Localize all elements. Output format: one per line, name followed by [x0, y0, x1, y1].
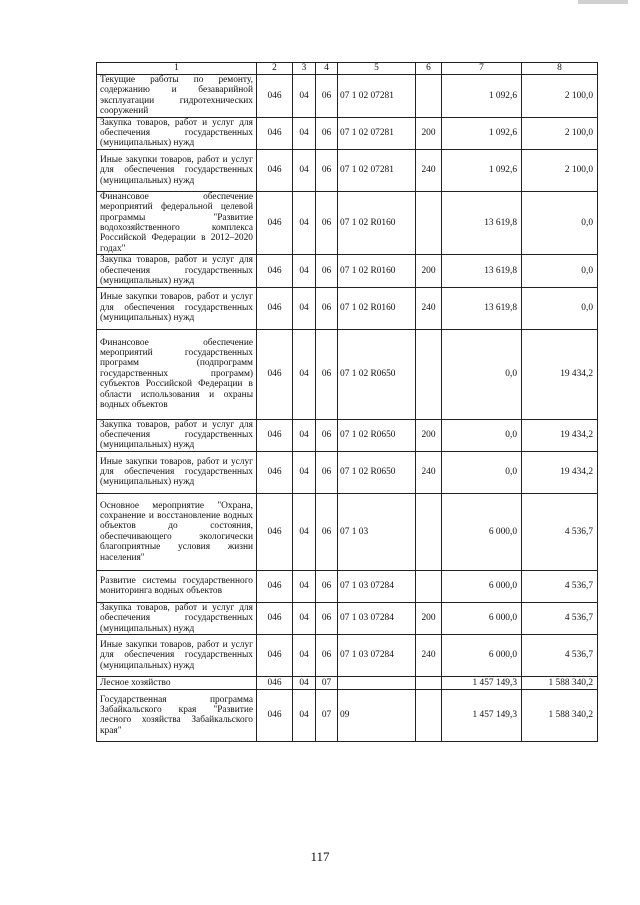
section-code-cell: 04	[293, 689, 316, 741]
expense-type-cell: 240	[416, 149, 442, 191]
target-article-cell: 07 1 02 07281	[338, 75, 416, 118]
subsection-code-cell: 06	[316, 75, 338, 118]
amount-year1-cell: 0,0	[442, 451, 522, 493]
amount-year1-cell: 13 619,8	[442, 287, 522, 329]
amount-year2-cell: 2 100,0	[522, 149, 598, 191]
table-header-row	[97, 63, 598, 75]
amount-year2-cell: 19 434,2	[522, 329, 598, 419]
amount-year1-cell: 6 000,0	[442, 570, 522, 602]
subsection-code-cell: 06	[316, 634, 338, 676]
row-name-cell: Закупка товаров, работ и услуг для обеспечения государственных (муниципальных) нужд	[97, 419, 257, 451]
target-article-cell: 07 1 02 R0650	[338, 451, 416, 493]
chapter-code-cell: 046	[257, 602, 293, 634]
chapter-code-cell: 046	[257, 117, 293, 149]
chapter-code-cell: 046	[257, 689, 293, 741]
expense-type-cell	[416, 493, 442, 570]
expense-type-cell	[416, 570, 442, 602]
target-article-cell: 07 1 03 07284	[338, 570, 416, 602]
column-header: 8	[522, 63, 598, 75]
row-name-cell: Развитие системы государственного мониторинга водных объектов	[97, 570, 257, 602]
amount-year1-cell: 13 619,8	[442, 191, 522, 254]
row-name-cell: Текущие работы по ремонту, содержанию и безаварийной эксплуатации гидротехнических сооружений	[97, 75, 257, 118]
subsection-code-cell: 06	[316, 419, 338, 451]
page-number: 117	[310, 849, 330, 864]
amount-year1-cell: 0,0	[442, 329, 522, 419]
table-row	[97, 570, 598, 602]
expense-type-cell: 240	[416, 287, 442, 329]
section-code-cell: 04	[293, 75, 316, 118]
target-article-cell: 07 1 03	[338, 493, 416, 570]
chapter-code-cell: 046	[257, 570, 293, 602]
subsection-code-cell: 06	[316, 570, 338, 602]
section-code-cell: 04	[293, 602, 316, 634]
table-row	[97, 451, 598, 493]
amount-year2-cell: 0,0	[522, 255, 598, 287]
table-row	[97, 255, 598, 287]
row-name-cell: Лесное хозяйство	[97, 676, 257, 689]
section-code-cell: 04	[293, 329, 316, 419]
expense-type-cell: 240	[416, 634, 442, 676]
subsection-code-cell: 07	[316, 689, 338, 741]
table-row	[97, 75, 598, 118]
subsection-code-cell: 06	[316, 329, 338, 419]
amount-year1-cell: 1 092,6	[442, 117, 522, 149]
section-code-cell: 04	[293, 419, 316, 451]
amount-year2-cell: 19 434,2	[522, 419, 598, 451]
amount-year1-cell: 1 092,6	[442, 75, 522, 118]
amount-year2-cell: 4 536,7	[522, 570, 598, 602]
amount-year2-cell: 19 434,2	[522, 451, 598, 493]
subsection-code-cell: 06	[316, 602, 338, 634]
amount-year2-cell: 2 100,0	[522, 75, 598, 118]
table-row	[97, 117, 598, 149]
chapter-code-cell: 046	[257, 287, 293, 329]
column-header: 3	[293, 63, 316, 75]
target-article-cell: 09	[338, 689, 416, 741]
amount-year2-cell: 0,0	[522, 287, 598, 329]
section-code-cell: 04	[293, 451, 316, 493]
chapter-code-cell: 046	[257, 191, 293, 254]
section-code-cell: 04	[293, 634, 316, 676]
target-article-cell: 07 1 02 R0650	[338, 419, 416, 451]
amount-year2-cell: 4 536,7	[522, 634, 598, 676]
section-code-cell: 04	[293, 676, 316, 689]
section-code-cell: 04	[293, 493, 316, 570]
subsection-code-cell: 06	[316, 149, 338, 191]
column-header: 7	[442, 63, 522, 75]
target-article-cell: 07 1 02 07281	[338, 149, 416, 191]
table-row	[97, 149, 598, 191]
expense-type-cell	[416, 329, 442, 419]
amount-year2-cell: 1 588 340,2	[522, 676, 598, 689]
amount-year2-cell: 2 100,0	[522, 117, 598, 149]
chapter-code-cell: 046	[257, 255, 293, 287]
amount-year2-cell: 0,0	[522, 191, 598, 254]
expense-type-cell: 200	[416, 117, 442, 149]
subsection-code-cell: 06	[316, 117, 338, 149]
chapter-code-cell: 046	[257, 419, 293, 451]
expense-type-cell: 200	[416, 419, 442, 451]
table-row	[97, 419, 598, 451]
amount-year2-cell: 1 588 340,2	[522, 689, 598, 741]
subsection-code-cell: 06	[316, 493, 338, 570]
chapter-code-cell: 046	[257, 149, 293, 191]
table-row	[97, 329, 598, 419]
amount-year1-cell: 6 000,0	[442, 602, 522, 634]
row-name-cell: Финансовое обеспечение мероприятий федеральной целевой программы "Развитие водохозяйственного комплекса Российской Федерации в 2012–2020 годах"	[97, 191, 257, 254]
chapter-code-cell: 046	[257, 329, 293, 419]
section-code-cell: 04	[293, 117, 316, 149]
target-article-cell: 07 1 02 R0160	[338, 287, 416, 329]
subsection-code-cell: 07	[316, 676, 338, 689]
expense-type-cell	[416, 191, 442, 254]
row-name-cell: Иные закупки товаров, работ и услуг для обеспечения государственных (муниципальных) нужд	[97, 287, 257, 329]
row-name-cell: Закупка товаров, работ и услуг для обеспечения государственных (муниципальных) нужд	[97, 602, 257, 634]
chapter-code-cell: 046	[257, 75, 293, 118]
target-article-cell: 07 1 03 07284	[338, 602, 416, 634]
row-name-cell: Иные закупки товаров, работ и услуг для обеспечения государственных (муниципальных) нужд	[97, 634, 257, 676]
amount-year1-cell: 1 457 149,3	[442, 676, 522, 689]
target-article-cell: 07 1 03 07284	[338, 634, 416, 676]
amount-year1-cell: 1 092,6	[442, 149, 522, 191]
scan-edge-mark	[578, 0, 628, 4]
amount-year2-cell: 4 536,7	[522, 493, 598, 570]
expense-type-cell: 200	[416, 602, 442, 634]
row-name-cell: Иные закупки товаров, работ и услуг для обеспечения государственных (муниципальных) нужд	[97, 451, 257, 493]
table-row	[97, 191, 598, 254]
chapter-code-cell: 046	[257, 676, 293, 689]
target-article-cell	[338, 676, 416, 689]
expense-type-cell	[416, 676, 442, 689]
expense-type-cell	[416, 75, 442, 118]
section-code-cell: 04	[293, 570, 316, 602]
subsection-code-cell: 06	[316, 451, 338, 493]
table-row	[97, 493, 598, 570]
row-name-cell: Государственная программа Забайкальского края "Развитие лесного хозяйства Забайкальского края"	[97, 689, 257, 741]
table-row	[97, 689, 598, 741]
row-name-cell: Финансовое обеспечение мероприятий государственных программ (подпрограмм государственных программ) субъектов Российской Федерации в области использования и охраны водных объектов	[97, 329, 257, 419]
section-code-cell: 04	[293, 149, 316, 191]
budget-table-body	[97, 63, 598, 742]
amount-year1-cell: 6 000,0	[442, 493, 522, 570]
target-article-cell: 07 1 02 07281	[338, 117, 416, 149]
row-name-cell: Основное мероприятие "Охрана, сохранение и восстановление водных объектов до состояния, обеспечивающего экологически благоприятные условия жизни населения"	[97, 493, 257, 570]
table-row	[97, 287, 598, 329]
chapter-code-cell: 046	[257, 493, 293, 570]
section-code-cell: 04	[293, 255, 316, 287]
subsection-code-cell: 06	[316, 191, 338, 254]
column-header: 4	[316, 63, 338, 75]
amount-year1-cell: 13 619,8	[442, 255, 522, 287]
amount-year1-cell: 6 000,0	[442, 634, 522, 676]
section-code-cell: 04	[293, 287, 316, 329]
chapter-code-cell: 046	[257, 634, 293, 676]
amount-year2-cell: 4 536,7	[522, 602, 598, 634]
target-article-cell: 07 1 02 R0650	[338, 329, 416, 419]
expense-type-cell: 240	[416, 451, 442, 493]
column-header: 2	[257, 63, 293, 75]
column-header: 6	[416, 63, 442, 75]
table-row	[97, 634, 598, 676]
expense-type-cell	[416, 689, 442, 741]
section-code-cell: 04	[293, 191, 316, 254]
table-row	[97, 676, 598, 689]
column-header: 5	[338, 63, 416, 75]
row-name-cell: Иные закупки товаров, работ и услуг для обеспечения государственных (муниципальных) нужд	[97, 149, 257, 191]
row-name-cell: Закупка товаров, работ и услуг для обеспечения государственных (муниципальных) нужд	[97, 117, 257, 149]
subsection-code-cell: 06	[316, 287, 338, 329]
row-name-cell: Закупка товаров, работ и услуг для обеспечения государственных (муниципальных) нужд	[97, 255, 257, 287]
target-article-cell: 07 1 02 R0160	[338, 255, 416, 287]
column-header: 1	[97, 63, 257, 75]
subsection-code-cell: 06	[316, 255, 338, 287]
amount-year1-cell: 0,0	[442, 419, 522, 451]
expense-type-cell: 200	[416, 255, 442, 287]
chapter-code-cell: 046	[257, 451, 293, 493]
table-row	[97, 602, 598, 634]
amount-year1-cell: 1 457 149,3	[442, 689, 522, 741]
budget-table	[96, 62, 598, 742]
target-article-cell: 07 1 02 R0160	[338, 191, 416, 254]
